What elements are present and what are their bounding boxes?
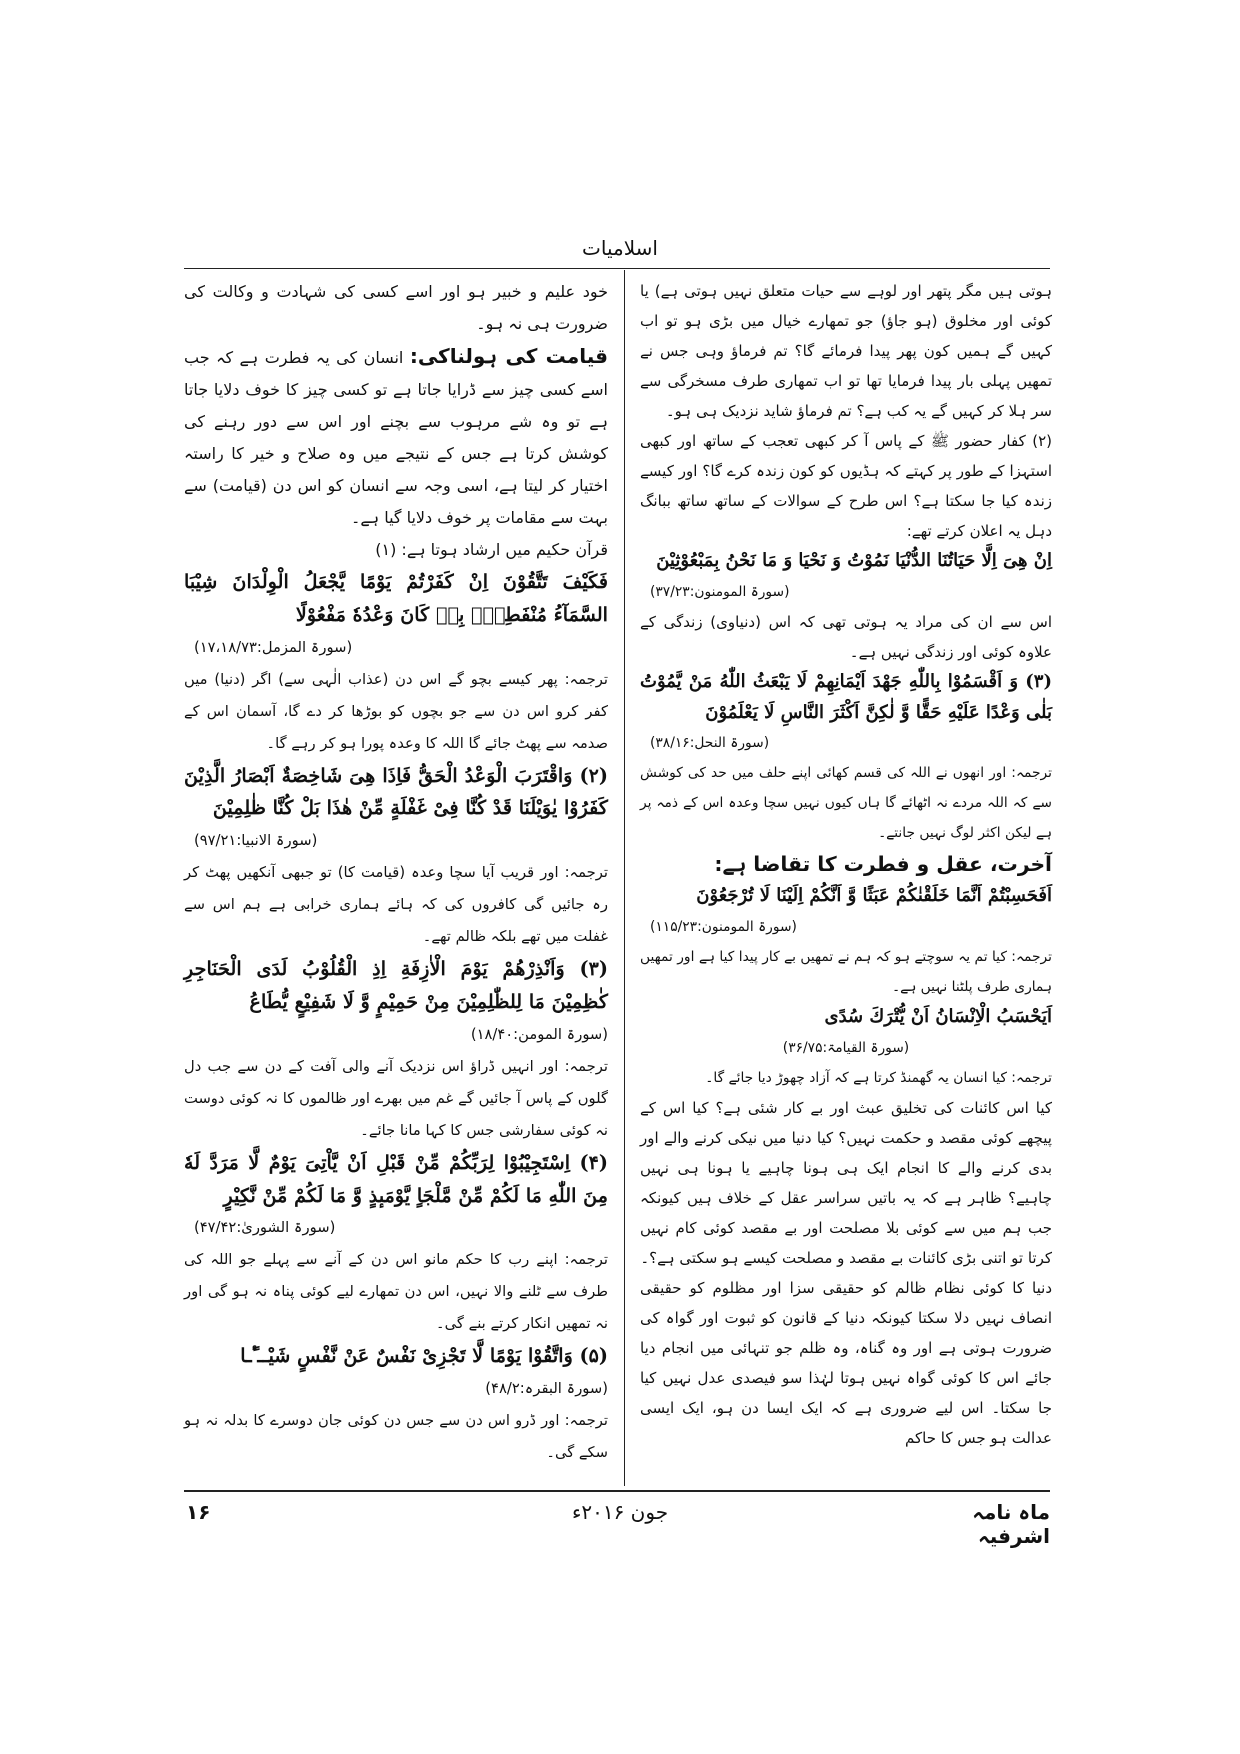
column-divider xyxy=(624,270,625,1486)
quran-verse: (۳) وَ اَقْسَمُوْا بِاللّٰهِ جَهْدَ اَیْمَانِهِمْ لَا یَبْعَثُ اللّٰهُ مَنْ یَّمُوْتُ بَلٰی وَعْدًا عَلَیْهِ حَقًّا وَّ لٰكِنَّ اَكْثَرَ النَّاسِ لَا یَعْلَمُوْنَ xyxy=(640,670,1052,723)
footer-issue-date: جون ۲۰۱۶ء xyxy=(571,1500,669,1524)
quran-verse: (۳) وَاَنْذِرْهُمْ یَوْمَ الْاٰزِفَةِ اِذِ الْقُلُوْبُ لَدَى الْحَنَاجِرِ كٰظِمِیْنَ مَا لِلظّٰلِمِیْنَ مِنْ حَمِیْمٍ وَّ لَا شَفِیْعٍ یُّطَاعُ xyxy=(184,957,608,1013)
verse-translation: ترجمہ: کیا تم یہ سوچتے ہو کہ ہم نے تمھیں بے کار پیدا کیا ہے اور تمھیں ہماری طرف پلٹنا نہیں ہے۔ xyxy=(640,949,1052,995)
body-paragraph: کیا اس کائنات کی تخلیق عبث اور بے کار شئی ہے؟ کیا اس کے پیچھے کوئی مقصد و حکمت نہیں؟ کیا دنیا میں نیکی کرنے والے اور بدی کرنے والے کا انجام ایک ہی ہونا چاہیے یا ہونا ہی نہیں چاہیے؟ ظاہر ہے کہ یہ باتیں سراسر عقل کے خلاف ہیں کیونکہ جب ہم میں سے کوئی بلا مصلحت اور بے مقصد کوئی کام نہیں کرتا تو اتنی بڑی کائنات بے مقصد و مصلحت کیسے ہو سکتی ہے؟۔ xyxy=(640,1098,1052,1267)
body-paragraph: خود علیم و خبیر ہو اور اسے کسی کی شہادت و وکالت کی ضرورت ہی نہ ہو۔ xyxy=(184,282,608,333)
footer-magazine-name: ماہ نامہ اشرفیہ xyxy=(972,1500,1050,1548)
body-paragraph: دنیا کا کوئی نظام ظالم کو حقیقی سزا اور مظلوم کو حقیقی انصاف نہیں دلا سکتا کیونکہ دنیا کے قانون کو ثبوت اور گواہ کی ضرورت ہوتی ہے اور وہ گناہ، وہ ظلم جو تنہائی میں انجام دیا جائے اس کا کوئی گواہ نہیں ہوتا لہٰذا سو فیصدی عدل نہیں کیا جا سکتا۔ اس لیے ضروری ہے کہ ایک ایسا دن ہو، ایک ایسی عدالت ہو جس کا حاکم xyxy=(640,1278,1052,1447)
verse-reference: (سورۃ المزمل:۱۷،۱۸/۷۳) xyxy=(194,638,353,656)
quran-verse: (۵) وَاتَّقُوْا یَوْمًا لَّا تَجْزِیْ نَفْسٌ عَنْ نَّفْسٍ شَیْــٴًـا xyxy=(240,1344,608,1368)
quran-verse: فَكَیْفَ تَتَّقُوْنَ اِنْ كَفَرْتُمْ یَوْمًا یَّجْعَلُ الْوِلْدَانَ شِیْبَا السَّمَآءُ مُنْفَطِرٌۢ بِهٖ كَانَ وَعْدُهٗ مَفْعُوْلًا xyxy=(184,570,608,626)
left-column xyxy=(184,276,608,1469)
quran-verse: (۴) اِسْتَجِیْبُوْا لِرَبِّكُمْ مِّنْ قَبْلِ اَنْ یَّاْتِیَ یَوْمٌ لَّا مَرَدَّ لَهٗ مِنَ اللّٰهِ مَا لَكُمْ مِّنْ مَّلْجَاٍ یَّوْمَىٕذٍ وَّ مَا لَكُمْ مِّنْ نَّكِیْرٍ xyxy=(184,1150,608,1207)
section-paragraph xyxy=(184,340,608,534)
verse-reference: (سورۃ المومنون:۱۱۵/۲۳) xyxy=(650,919,797,935)
quran-verse: اَفَحَسِبْتُمْ اَنَّمَا خَلَقْنٰكُمْ عَبَثًا وَّ اَنَّكُمْ اِلَیْنَا لَا تُرْجَعُوْنَ xyxy=(696,885,1052,907)
verse-translation: ترجمہ: اور ڈرو اس دن سے جس دن کوئی جان دوسرے کا بدلہ نہ ہو سکے گی۔ xyxy=(184,1412,608,1462)
page-header-title: اسلامیات xyxy=(582,236,658,260)
header-rule xyxy=(184,268,1050,269)
quran-verse: اِنْ هِیَ اِلَّا حَیَاتُنَا الدُّنْیَا نَمُوْتُ وَ نَحْیَا وَ مَا نَحْنُ بِمَبْعُوْثِیْنَ xyxy=(656,550,1052,571)
quran-verse: (۲) وَاقْتَرَبَ الْوَعْدُ الْحَقُّ فَاِذَا هِیَ شَاخِصَةٌ اَبْصَارُ الَّذِیْنَ كَفَرُوْا یٰوَیْلَنَا قَدْ كُنَّا فِیْ غَفْلَةٍ مِّنْ هٰذَا بَلْ كُنَّا ظٰلِمِیْنَ xyxy=(184,763,608,820)
body-paragraph: ہوتی ہیں مگر پتھر اور لوہے سے حیات متعلق نہیں ہوتی ہے) یا کوئی اور مخلوق (ہو جاؤ) جو تمھارے خیال میں بڑی ہو تو اب کہیں گے ہمیں کون پھر پیدا فرمائے گا؟ تم فرماؤ وہی جس نے تمھیں پہلی بار پیدا فرمایا تھا تو اب تمھاری طرف مسخرگی سے سر ہلا کر کہیں گے یہ کب ہے؟ تم فرماؤ شاید نزدیک ہی ہو۔ xyxy=(640,282,1052,420)
verse-translation: ترجمہ: اور انھوں نے اللہ کی قسم کھائی اپنے حلف میں حد کی کوشش سے کہ اللہ مردے نہ اٹھائے گا ہاں کیوں نہیں سچا وعدہ اس کے ذمہ پر ہے لیکن اکثر لوگ نہیں جانتے۔ xyxy=(640,765,1052,842)
verse-reference: (سورۃ القیامۃ:۳۶/۷۵) xyxy=(782,1039,910,1056)
section-heading: آخرت، عقل و فطرت کا تقاضا ہے: xyxy=(714,852,1052,877)
right-column xyxy=(640,276,1052,1453)
verse-reference: (سورۃ الشوریٰ:۴۷/۴۲) xyxy=(194,1219,336,1237)
verse-translation: ترجمہ: اپنے رب کا حکم مانو اس دن کے آنے سے پہلے جو اللہ کی طرف سے ٹلنے والا نہیں، اس دن تمھارے لیے کوئی پناہ نہ ہو گی اور نہ تمھیں انکار کرتے بنے گی۔ xyxy=(184,1251,608,1333)
verse-translation: ترجمہ: اور قریب آیا سچا وعدہ (قیامت کا) تو جبھی آنکھیں پھٹ کر رہ جائیں گی کافروں کی کہ ہائے ہماری خرابی ہے ہم اس سے غفلت میں تھے بلکہ ظالم تھے۔ xyxy=(184,864,608,946)
verse-translation: ترجمہ: پھر کیسے بچو گے اس دن (عذاب الٰہی سے) اگر (دنیا) میں کفر کرو اس دن سے جو بچوں کو بوڑھا کر دے گا، آسمان اس کے صدمہ سے پھٹ جائے گا اللہ کا وعدہ پورا ہو کر رہے گا۔ xyxy=(184,670,608,752)
verse-reference: (سورۃ الانبیا:۹۷/۲۱) xyxy=(194,832,318,850)
verse-reference: (سورۃ المومن:۱۸/۴۰) xyxy=(470,1025,608,1043)
verse-reference: (سورۃ البقرہ:۴۸/۲) xyxy=(485,1380,608,1398)
body-paragraph: (۲) کفار حضور ﷺ کے پاس آ کر کبھی تعجب کے ساتھ اور کبھی استہزا کے طور پر کہتے کہ ہڈیوں کو کون زندہ کرے گا؟ اور کیسے زندہ کیا جا سکتا ہے؟ اس طرح کے سوالات کے ساتھ ساتھ ببانگ دہل یہ اعلان کرتے تھے: xyxy=(640,432,1052,540)
verse-reference: (سورۃ المومنون:۳۷/۲۳) xyxy=(650,583,790,600)
verse-translation: ترجمہ: اور انہیں ڈراؤ اس نزدیک آنے والی آفت کے دن سے جب دل گلوں کے پاس آ جائیں گے غم میں بھرے اور ظالموں کا نہ کوئی دوست نہ کوئی سفارشی جس کا کہا مانا جائے۔ xyxy=(184,1057,608,1139)
footer-page-number: ۱۶ xyxy=(186,1500,211,1524)
body-paragraph: قرآن حکیم میں ارشاد ہوتا ہے: (۱) xyxy=(375,540,608,559)
paragraph-text: انسان کی یہ فطرت ہے کہ جب اسے کسی چیز سے ڈرایا جاتا ہے تو کسی چیز کا خوف دلایا جاتا ہے تو وہ شے مرہوب سے بچنے اور اس سے دور رہنے کی کوشش کرتا ہے جس کے نتیجے میں وہ صلاح و خیر کا راستہ اختیار کر لیتا ہے، اسی وجہ سے انسان کو اس دن (قیامت) سے بہت سے مقامات پر خوف دلایا گیا ہے۔ xyxy=(184,348,608,527)
section-heading: قیامت کی ہولناکی: xyxy=(409,344,609,368)
verse-translation: ترجمہ: کیا انسان یہ گھمنڈ کرتا ہے کہ آزاد چھوڑ دیا جائے گا۔ xyxy=(705,1069,1052,1086)
body-paragraph: اس سے ان کی مراد یہ ہوتی تھی کہ اس (دنیاوی) زندگی کے علاوہ کوئی اور زندگی نہیں ہے۔ xyxy=(640,612,1052,661)
verse-reference: (سورۃ النحل:۳۸/۱۶) xyxy=(650,735,770,752)
quran-verse: اَیَحْسَبُ الْاِنْسَانُ اَنْ یُّتْرَكَ سُدًى xyxy=(824,1006,1052,1027)
footer-rule xyxy=(184,1490,1050,1492)
